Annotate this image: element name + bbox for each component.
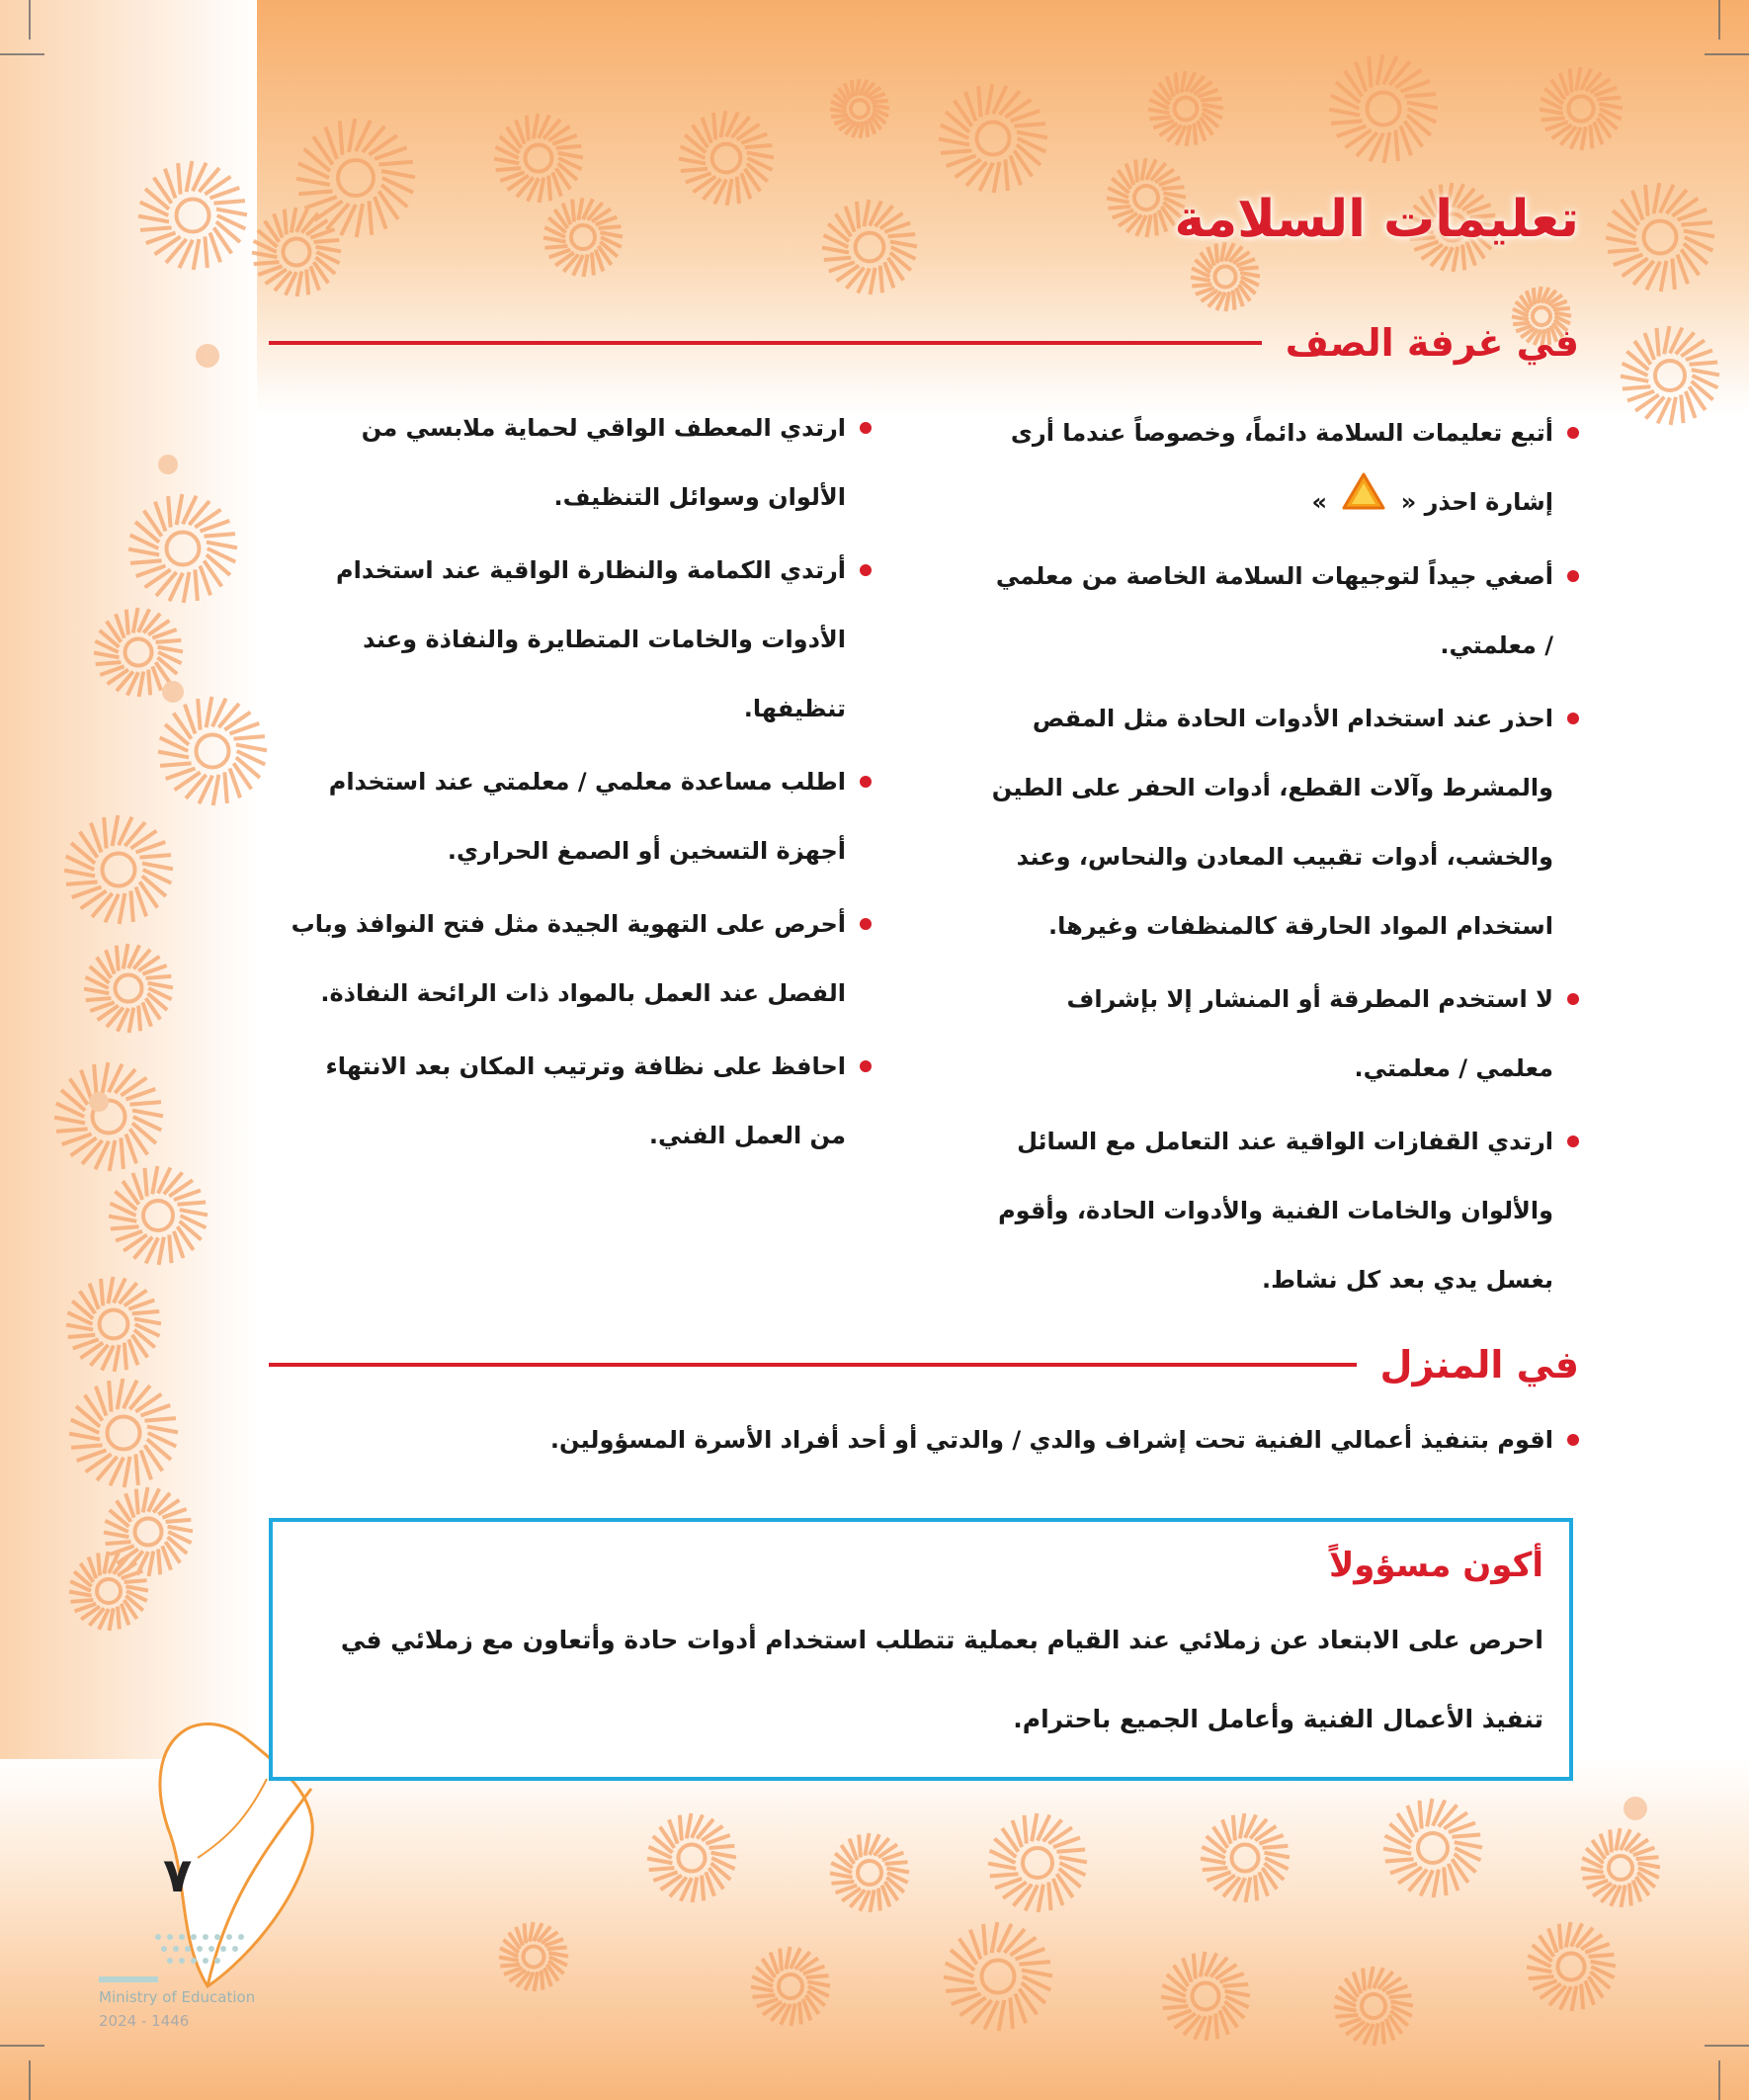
ministry-name: Ministry of Education [99, 1988, 256, 2006]
classroom-right-column [986, 398, 1579, 1318]
classroom-heading-rule [269, 341, 1262, 345]
classroom-left-column [289, 393, 872, 1174]
list-item: أصغي جيداً لتوجيهات السلامة الخاصة من معلمي / معلمتي. [986, 542, 1579, 680]
page-number: ٧ [163, 1848, 193, 1903]
list-item: احذر عند استخدام الأدوات الحادة مثل المقص والمشرط وآلات القطع، أدوات الحفر على الطين والخشب، أدوات تقبيب المعادن والنحاس، وعند استخدام المواد الحارقة كالمنظفات وغيرها. [986, 684, 1579, 961]
list-item: أحرص على التهوية الجيدة مثل فتح النوافذ وباب الفصل عند العمل بالمواد ذات الرائحة النفاذة. [289, 889, 872, 1028]
ministry-year: 2024 - 1446 [99, 2012, 190, 2030]
home-section-header [269, 1340, 1579, 1389]
responsibility-box [269, 1518, 1573, 1781]
classroom-section-header [269, 318, 1579, 368]
page-title: تعليمات السلامة [1174, 190, 1579, 249]
list-item: ارتدي القفازات الواقية عند التعامل مع السائل والألوان والخامات الفنية والأدوات الحادة، وأقوم بغسل يدي بعد كل نشاط. [986, 1107, 1579, 1314]
home-heading: في المنزل [1379, 1343, 1579, 1386]
list-item: أرتدي الكمامة والنظارة الواقية عند استخدام الأدوات والخامات المتطايرة والنفاذة وعند تنظيفها. [289, 536, 872, 743]
list-item: أتبع تعليمات السلامة دائماً، وخصوصاً عندما أرى إشارة احذر « » [986, 398, 1579, 538]
list-item: اطلب مساعدة معلمي / معلمتي عند استخدام أجهزة التسخين أو الصمغ الحراري. [289, 747, 872, 885]
responsibility-heading: أكون مسؤولاً [1328, 1546, 1543, 1585]
list-item: ارتدي المعطف الواقي لحماية ملابسي من الألوان وسوائل التنظيف. [289, 393, 872, 532]
responsibility-text: احرص على الابتعاد عن زملائي عند القيام بعملية تتطلب استخدام أدوات حادة وأتعاون مع زملائي في تنفيذ الأعمال الفنية وأعامل الجميع باحترام. [340, 1626, 1543, 1733]
warning-triangle-icon [1341, 468, 1386, 538]
classroom-heading: في غرفة الصف [1285, 321, 1579, 365]
home-heading-rule [269, 1363, 1357, 1367]
home-list-item: اقوم بتنفيذ أعمالي الفنية تحت إشراف والدي / والدتي أو أحد أفراد الأسرة المسؤولين. [269, 1415, 1579, 1465]
list-item: احافظ على نظافة وترتيب المكان بعد الانتهاء من العمل الفني. [289, 1032, 872, 1170]
list-item: لا استخدم المطرقة أو المنشار إلا بإشراف معلمي / معلمتي. [986, 965, 1579, 1103]
